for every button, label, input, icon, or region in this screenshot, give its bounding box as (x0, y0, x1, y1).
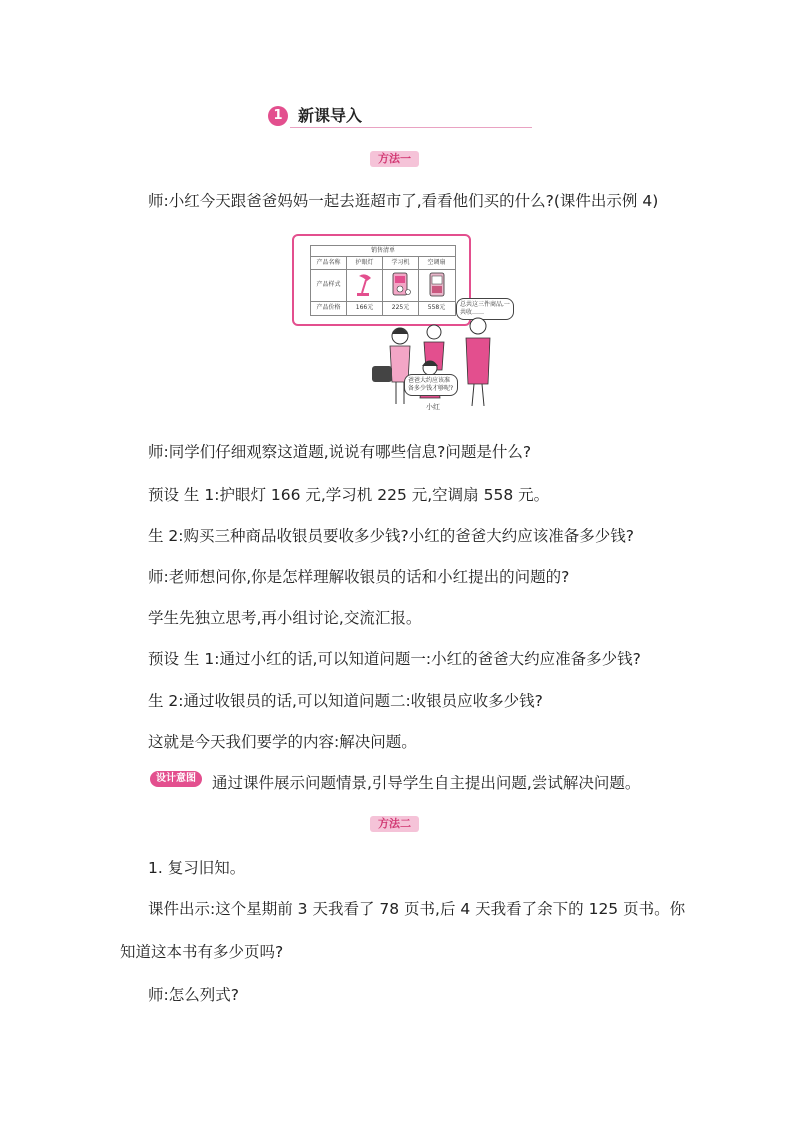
design-intent-text: 通过课件展示问题情景,引导学生自主提出问题,尝试解决问题。 (212, 774, 641, 792)
product-name: 学习机 (391, 259, 410, 266)
section-title: 新课导入 (298, 106, 363, 125)
section-header (268, 104, 532, 128)
courseware-text: 课件出示:这个星期前 3 天我看了 78 页书,后 4 天我看了余下的 125 页书。你 (148, 900, 686, 918)
product-name: 空调扇 (427, 259, 446, 266)
row-label-name: 产品名称 (316, 259, 341, 266)
section-underline (290, 127, 532, 128)
shopping-illustration (292, 234, 510, 412)
product-price: 558元 (427, 304, 446, 311)
paragraph-6: 学生先独立思考,再小组讨论,交流汇报。 (148, 609, 422, 627)
sales-table (310, 245, 456, 316)
teacher-question: 师:怎么列式? (148, 986, 239, 1004)
paragraph-4: 生 2:购买三种商品收银员要收多少钱?小红的爸爸大约应该准备多少钱? (148, 527, 634, 545)
courseware-text-continued: 知道这本书有多少页吗? (120, 943, 284, 961)
row-label-price: 产品价格 (316, 304, 341, 311)
review-heading: 1. 复习旧知。 (148, 859, 246, 877)
product-price: 166元 (355, 304, 374, 311)
method-one-tag: 方法一 (370, 151, 419, 167)
product-price: 225元 (391, 304, 410, 311)
paragraph-1: 师:小红今天跟爸爸妈妈一起去逛超市了,看看他们买的什么?(课件出示例 4) (148, 192, 659, 210)
paragraph-2: 师:同学们仔细观察这道题,说说有哪些信息?问题是什么? (148, 443, 532, 461)
girl-caption: 小红 (426, 403, 440, 411)
paragraph-3: 预设 生 1:护眼灯 166 元,学习机 225 元,空调扇 558 元。 (148, 486, 550, 504)
paragraph-8: 生 2:通过收银员的话,可以知道问题二:收银员应收多少钱? (148, 692, 543, 710)
row-label-style: 产品样式 (316, 281, 341, 288)
paragraph-5: 师:老师想问你,你是怎样理解收银员的话和小红提出的问题的? (148, 568, 570, 586)
paragraph-9: 这就是今天我们要学的内容:解决问题。 (148, 733, 417, 751)
desk-lamp-icon (355, 272, 375, 299)
sales-table-title: 销售清单 (311, 246, 455, 257)
product-name: 护眼灯 (355, 259, 374, 266)
family-figures (370, 312, 498, 412)
study-device-icon (391, 271, 411, 299)
girl-speech-bubble: 爸爸大约应该准备多少钱才够呢? (404, 374, 458, 396)
design-intent-badge: 设计意图 (150, 771, 202, 787)
air-cooler-icon (427, 271, 447, 299)
method-two-tag: 方法二 (370, 816, 419, 832)
paragraph-7: 预设 生 1:通过小红的话,可以知道问题一:小红的爸爸大约应准备多少钱? (148, 650, 641, 668)
section-number-badge: 1 (268, 106, 288, 126)
cashier-speech-bubble: 总共这三件商品,一共收…… (456, 298, 514, 320)
